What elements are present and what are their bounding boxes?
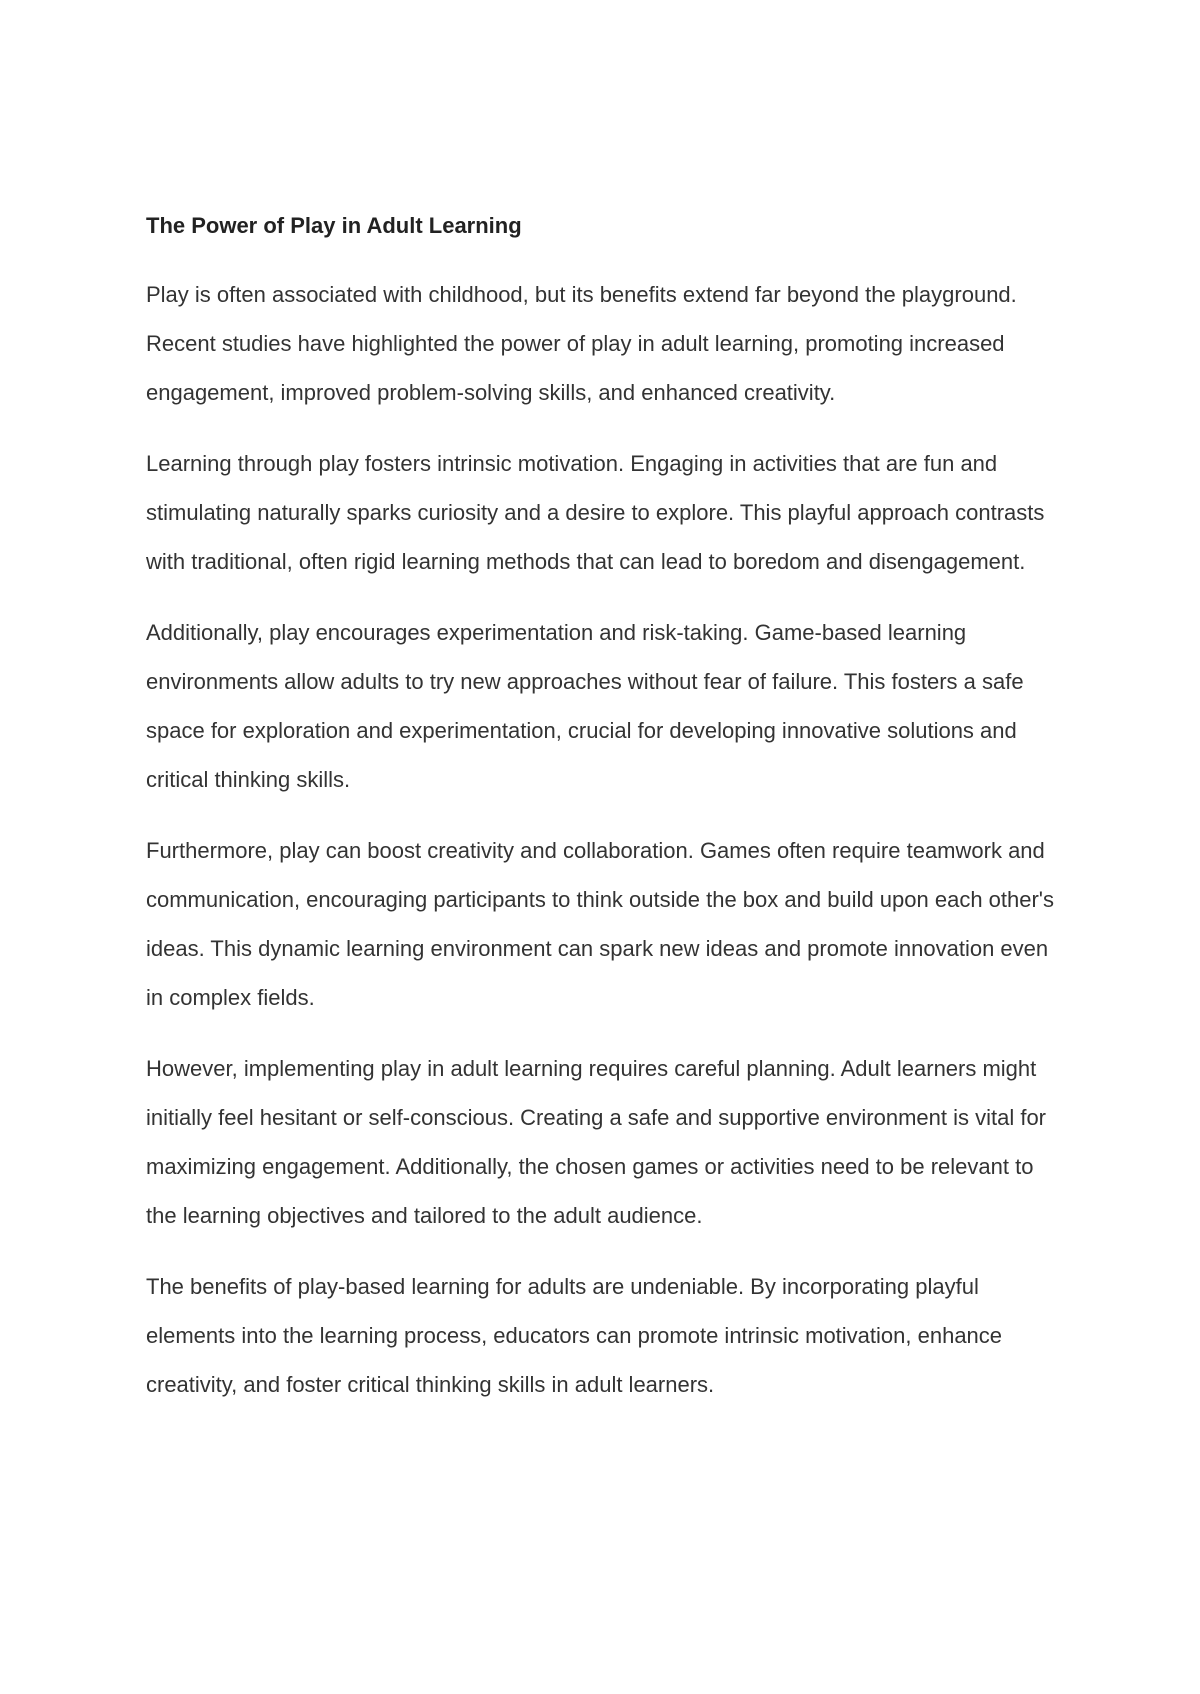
paragraph-6: The benefits of play-based learning for adults are undeniable. By incorporating playful elements into the learning process, educators can promote intrinsic motivation, enhance creativity, and foster critical thinking skills in adult learners. xyxy=(146,1274,1003,1397)
paragraph-1: Play is often associated with childhood, but its benefits extend far beyond the playground. Recent studies have highlighted the power of play in adult learning, promoting increased engagement, improved problem-solving skills, and enhanced creativity. xyxy=(146,282,1017,405)
document-body xyxy=(146,212,1066,1431)
paragraph-2: Learning through play fosters intrinsic motivation. Engaging in activities that are fun and stimulating naturally sparks curiosity and a desire to explore. This playful approach contrasts with traditional, often rigid learning methods that can lead to boredom and disengagement. xyxy=(146,451,1045,574)
paragraph-4: Furthermore, play can boost creativity and collaboration. Games often require teamwork and communication, encouraging participants to think outside the box and build upon each other's ideas. This dynamic learning environment can spark new ideas and promote innovation even in complex fields. xyxy=(146,838,1055,1010)
paragraph-5: However, implementing play in adult learning requires careful planning. Adult learners might initially feel hesitant or self-conscious. Creating a safe and supportive environment is vital for maximizing engagement. Additionally, the chosen games or activities need to be relevant to the learning objectives and tailored to the adult audience. xyxy=(146,1056,1047,1228)
document-title: The Power of Play in Adult Learning xyxy=(146,213,522,238)
paragraph-3: Additionally, play encourages experimentation and risk-taking. Game-based learning environments allow adults to try new approaches without fear of failure. This fosters a safe space for exploration and experimentation, crucial for developing innovative solutions and critical thinking skills. xyxy=(146,620,1024,792)
